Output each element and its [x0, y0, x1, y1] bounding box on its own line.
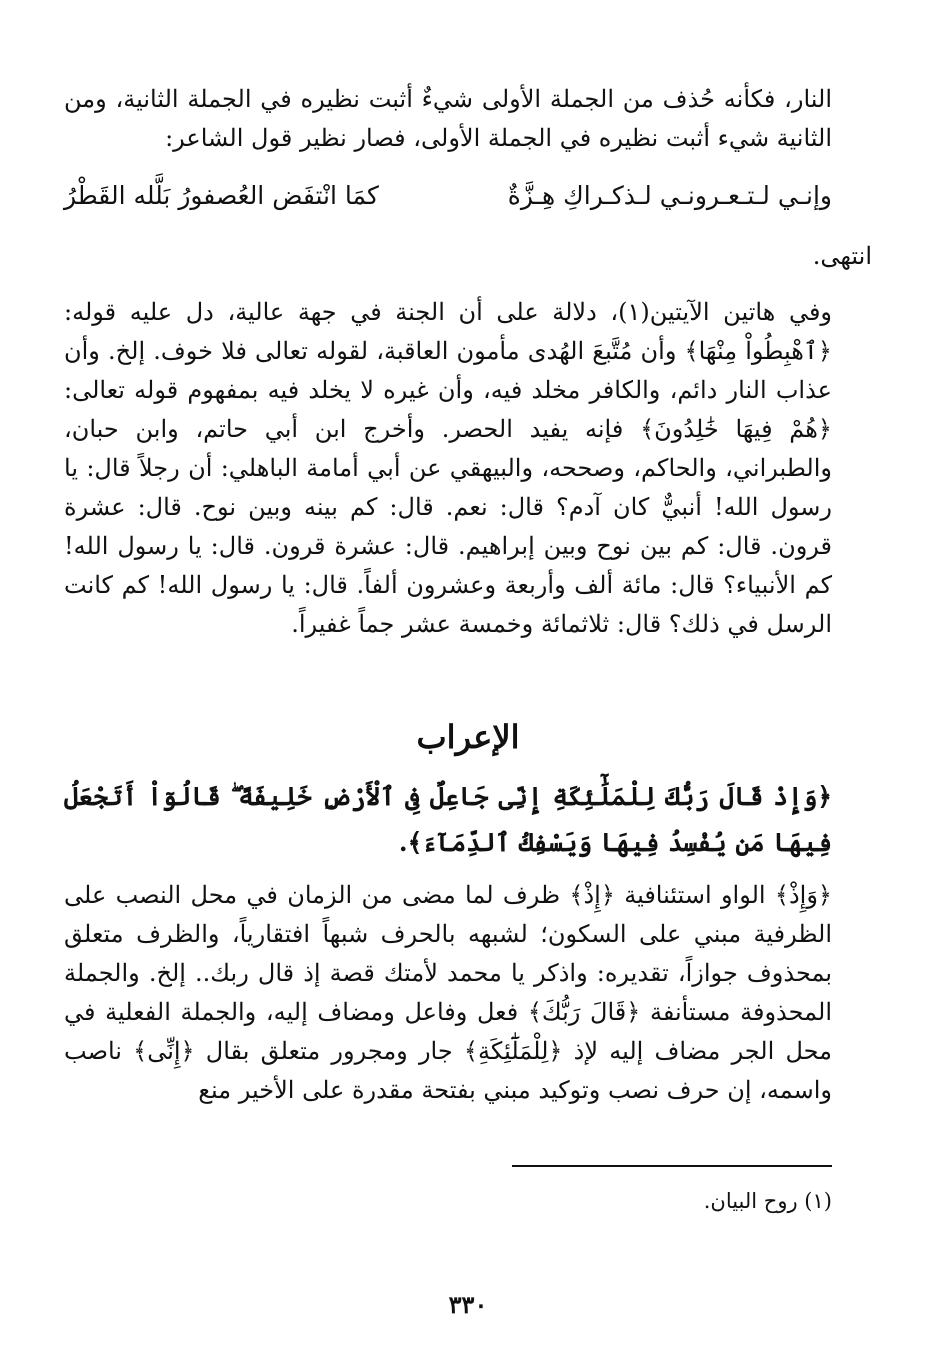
footnote-divider — [512, 1165, 832, 1167]
main-paragraph: وفي هاتين الآيتين(١)، دلالة على أن الجنة في جهة عالية، دل عليه قوله: ﴿ٱهْبِطُواْ مِنْهَا﴾ وأن مُتَّبعَ الهُدى مأمون العاقبة، لقوله تعالى فلا خوف. إلخ. وأن عذاب النار دائم، والكافر مخلد فيه، وأن غيره لا يخلد فيه بمفهوم قوله تعالى: ﴿هُمْ فِيهَا خَٰلِدُونَ﴾ فإنه يفيد الحصر. وأخرج ابن أبي حاتم، وابن حبان، والطبراني، والحاكم، وصححه، والبيهقي عن أبي أمامة الباهلي: أن رجلاً قال: يا رسول الله! أنبيٌّ كان آدم؟ قال: نعم. قال: كم بينه وبين نوح. قال: عشرة قرون. قال: كم بين نوح وبين إبراهيم. قال: عشرة قرون. قال: يا رسول الله! كم الأنبياء؟ قال: مائة ألف وأربعة وعشرون ألفاً. قال: يا رسول الله! كم كانت الرسل في ذلك؟ قال: ثلاثمائة وخمسة عشر جماً غفيراً. — [64, 298, 833, 638]
verse-first-hemistich: وإنـي لـتـعـرونـي لـذكـراكِ هِـزَّةٌ — [507, 181, 832, 210]
footnote: (١) روح البيان. — [703, 1189, 832, 1213]
intaha-text: انتهى. — [812, 242, 872, 270]
poetry-verse — [64, 176, 832, 216]
section-heading: الإعراب — [416, 718, 520, 756]
page-number: ٣٣٠ — [448, 1290, 488, 1319]
top-paragraph: النار، فكأنه حُذف من الجملة الأولى شيءٌ أثبت نظيره في الجملة الثانية، ومن الثانية شيء أثبت نظيره في الجملة الأولى، فصار نظير قول الشاعر: — [64, 85, 832, 152]
verse-second-hemistich: كمَا انْتفَض العُصفورُ بَلَّله القَطْرُ — [64, 181, 379, 210]
irab-paragraph: ﴿وَإِذْ﴾ الواو استئنافية ﴿إِذْ﴾ ظرف لما مضى من الزمان في محل النصب على الظرفية مبني على السكون؛ لشبهه بالحرف شبهاً افتقارياً، والظرف متعلق بمحذوف جوازاً، تقديره: واذكر يا محمد لأمتك قصة إذ قال ربك.. إلخ. والجملة المحذوفة مستأنفة ﴿قَالَ رَبُّكَ﴾ فعل وفاعل ومضاف إليه، والجملة الفعلية في محل الجر مضاف إليه لإذ ﴿لِلْمَلَٰٓئِكَةِ﴾ جار ومجرور متعلق بقال ﴿إِنِّى﴾ ناصب واسمه، إن حرف نصب وتوكيد مبني بفتحة مقدرة على الأخير منع — [64, 881, 833, 1104]
quran-verse: ﴿وَإِذْ قَالَ رَبُّكَ لِلْمَلَٰٓئِكَةِ إِنِّى جَاعِلٌ فِى ٱلْأَرْضِ خَلِيفَةً ۖ قَالُوٓاْ أَتَجْعَلُ فِيهَا مَن يُفْسِدُ فِيهَا وَيَسْفِكُ ٱلدِّمَآءَ﴾. — [64, 782, 832, 857]
